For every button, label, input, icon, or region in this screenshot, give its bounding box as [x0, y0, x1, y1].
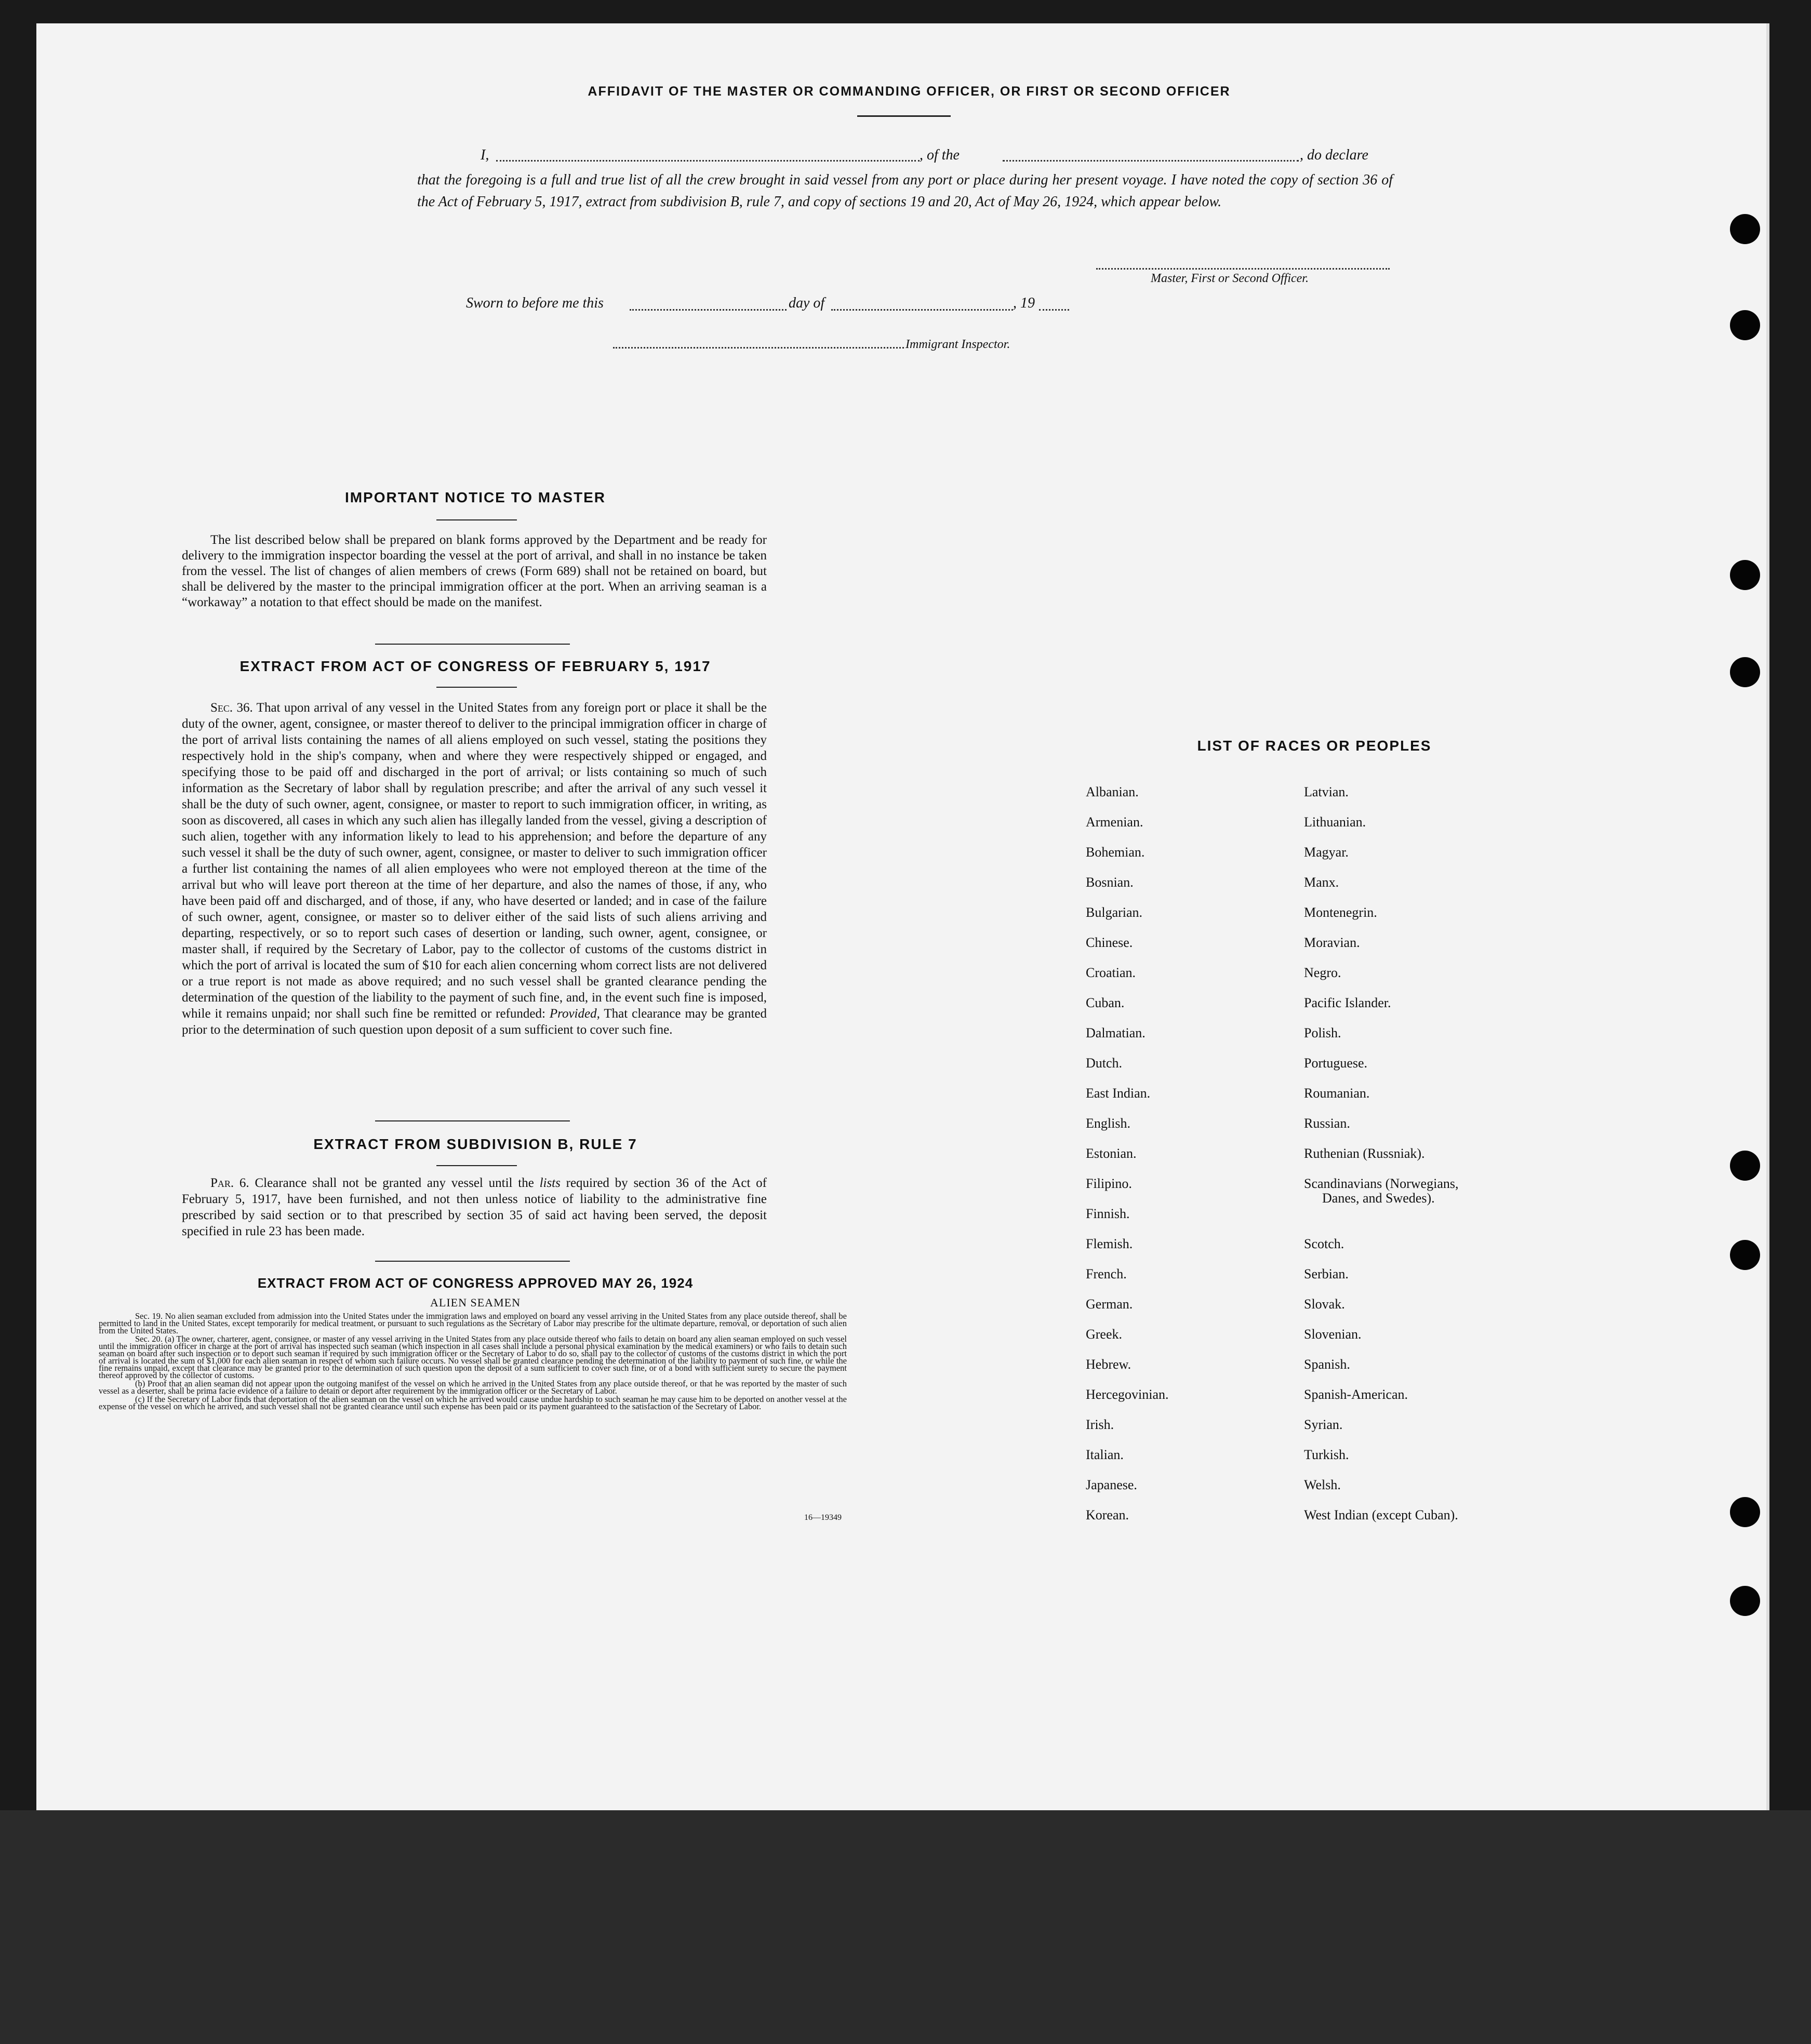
month-blank: [831, 309, 1013, 311]
race-item: Pacific Islander.: [1304, 995, 1391, 1010]
race-item: Croatian.: [1086, 965, 1136, 980]
section-divider: [375, 1261, 570, 1262]
race-item: Dalmatian.: [1086, 1025, 1146, 1040]
sec20c-text: (c) If the Secretary of Labor finds that deportation of the alien seaman on the vessel on which he arrived would cause undue hardship to such seaman he may cause him to be deported on another vessel at the expense of the vessel on which he arrived, and such vessel shall not be granted clearance until such expense has been paid or its payment guaranteed to the satisfaction of the Secretary of Labor.: [99, 1394, 847, 1411]
punch-hole: [1730, 1586, 1760, 1616]
year-text: , 19: [1013, 295, 1035, 311]
vessel-blank: [1003, 160, 1299, 162]
par6-label: Par. 6.: [210, 1176, 249, 1190]
section-divider: [375, 1120, 570, 1121]
provided-text: Provided,: [549, 1007, 600, 1021]
race-item: Armenian.: [1086, 814, 1143, 830]
race-item: Spanish.: [1304, 1357, 1350, 1372]
race-item: Scandinavians (Norwegians,: [1304, 1176, 1459, 1191]
rule7-rule: [436, 1165, 517, 1166]
race-item: Cuban.: [1086, 995, 1125, 1010]
race-item: Italian.: [1086, 1447, 1124, 1462]
notice-rule: [436, 519, 517, 520]
affidavit-of-the: , of the: [920, 147, 960, 163]
day-blank: [630, 309, 787, 311]
act1917-rule: [436, 687, 517, 688]
punch-hole: [1730, 657, 1760, 687]
name-blank: [496, 160, 920, 162]
race-item-continued: Danes, and Swedes).: [1322, 1191, 1435, 1206]
section-divider: [375, 644, 570, 645]
race-item: Japanese.: [1086, 1477, 1137, 1492]
sec36-text: That upon arrival of any vessel in the United States from any foreign port or place it shall be the duty of the owner, agent, consignee, or master thereof to deliver to the principal immigration officer in charge of the port of arrival lists containing the names of all aliens employed on such vessel, stating the positions they respectively hold in the ship's company, when and where they were respectively shipped or engaged, and specifying those to be paid off and discharged in the port of arrival; or lists containing so much of such information as the Secretary of labor shall by regulation prescribe; and after the arrival of any such vessel it shall be the duty of such owner, agent, consignee, or master to report to such immigration officer, in writing, as soon as discovered, all cases in which any such alien has illegally landed from the vessel, giving a description of such alien, together with any information likely to lead to his apprehension; and before the departure of any such vessel it shall be the duty of such owner, agent, consignee, or master to deliver to such immigration officer a further list containing the names of all alien employees who were not employed thereon at the time of the arrival but who will leave port thereon at the time of her departure, and also the names of those, if any, who have been paid off and discharged, and of those, if any, who have deserted or landed; and in case of the failure of such owner, agent, consignee, or master so to deliver either of the said lists of such aliens arriving and departing, respectively, or so to report such cases of desertion or landing, such owner, agent, consignee, or master shall, if required by the Secretary of Labor, pay to the collector of customs of the customs district in which the port of arrival is located the sum of $10 for each alien concerning whom correct lists are not delivered or a true report is not made as above required; and no such vessel shall be granted clearance pending the determination of the question of the liability to the payment of such fine, and, in the event such fine is imposed, while it remains unpaid; nor shall such fine be remitted or refunded:: [182, 701, 767, 1021]
sec36-end: That clearance may be granted prior to the determination of such question upon deposit of a sum sufficient to cover such fine.: [182, 1007, 767, 1037]
race-item: English.: [1086, 1116, 1130, 1131]
signature-label: Master, First or Second Officer.: [1151, 272, 1309, 285]
race-item: Spanish-American.: [1304, 1387, 1408, 1402]
affidavit-heading: AFFIDAVIT OF THE MASTER OR COMMANDING OFFICER, OR FIRST OR SECOND OFFICER: [588, 84, 1231, 99]
rule7-body: [182, 1175, 767, 1239]
race-item: Scotch.: [1304, 1236, 1344, 1251]
affidavit-declare: , do declare: [1300, 147, 1368, 163]
race-item: German.: [1086, 1297, 1133, 1312]
par6-text-b: required by section 36 of the Act of February 5, 1917, have been furnished, and not then unless notice of liability to the administrative fine prescribed by said section or to that prescribed by section 35 of said act having been served, the deposit specified in rule 23 has been made.: [182, 1176, 767, 1238]
sec19-text: Sec. 19. No alien seaman excluded from admission into the United States under the immigration laws and employed on board any vessel arriving in the United States from any place outside thereof, shall be permitted to land in the United States, except temporarily for medical treatment, or pursuant to such regulations as the Secretary of Labor may prescribe for the ultimate departure, removal, or deportation of such alien from the United States.: [99, 1311, 847, 1335]
race-item: Estonian.: [1086, 1146, 1137, 1161]
race-item: Polish.: [1304, 1025, 1341, 1040]
race-item: Dutch.: [1086, 1056, 1123, 1071]
race-item: Magyar.: [1304, 845, 1349, 860]
race-item: Roumanian.: [1304, 1086, 1370, 1101]
race-item: Korean.: [1086, 1507, 1129, 1522]
notice-body: The list described below shall be prepared on blank forms approved by the Department and be ready for delivery to the immigration inspector boarding the vessel at the port of arrival, and shall in no instance be taken from the vessel. The list of changes of alien members of crews (Form 689) shall not be retained on board, but shall be delivered by the master to the principal immigration officer at the port. When an arriving seaman is a “workaway” a notation to that effect should be made on the manifest.: [182, 533, 767, 609]
signature-line: [1096, 268, 1390, 270]
sec20a-text: Sec. 20. (a) The owner, charterer, agent, consignee, or master of any vessel arriving in the United States from any place outside thereof who fails to detain on board any alien seaman employed on such vessel until the immigration officer in charge at the port of arrival has inspected such seaman (which inspection in all cases shall include a personal physical examination by the medical examiners) or who fails to detain such seaman on board after such inspection or to deport such seaman if required by such immigration officer or the Secretary of Labor to do so, shall pay to the collector of customs of the customs district in which the port of arrival is located the sum of $1,000 for each alien seaman in respect of whom such failure occurs. No vessel shall be granted clearance pending the determination of the liability to payment of such fine, or while the fine remains unpaid, except that clearance may be granted prior to the determination of such question upon the deposit of a sum sufficient to cover such fine, or of a bond with sufficient surety to secure the payment thereof approved by the collector of customs.: [99, 1334, 847, 1380]
act1917-body: [182, 700, 767, 1038]
affidavit-i: I,: [481, 147, 489, 163]
form-number: 16—19349: [804, 1513, 842, 1522]
race-item: Lithuanian.: [1304, 814, 1366, 830]
notice-heading: IMPORTANT NOTICE TO MASTER: [344, 489, 606, 505]
race-item: French.: [1086, 1266, 1127, 1281]
race-item: Chinese.: [1086, 935, 1133, 950]
par6-text-a: Clearance shall not be granted any vessel until the: [255, 1176, 534, 1190]
race-item: Montenegrin.: [1304, 905, 1377, 920]
race-item: Greek.: [1086, 1327, 1123, 1342]
race-item: Welsh.: [1304, 1477, 1341, 1492]
race-item: Manx.: [1304, 875, 1339, 890]
rule7-heading: EXTRACT FROM SUBDIVISION B, RULE 7: [313, 1136, 637, 1152]
race-item: Bohemian.: [1086, 845, 1145, 860]
inspector-label: Immigrant Inspector.: [906, 338, 1010, 351]
punch-hole: [1730, 1151, 1760, 1181]
race-item: Bulgarian.: [1086, 905, 1143, 920]
sworn-text: Sworn to before me this: [466, 295, 604, 311]
par6-lists: lists: [539, 1176, 561, 1190]
race-item: Moravian.: [1304, 935, 1360, 950]
act1924-heading: EXTRACT FROM ACT OF CONGRESS APPROVED MAY 26, 1924: [257, 1275, 694, 1291]
race-item: West Indian (except Cuban).: [1304, 1507, 1458, 1522]
punch-hole: [1730, 1240, 1760, 1270]
race-item: Bosnian.: [1086, 875, 1134, 890]
race-item: Slovenian.: [1304, 1327, 1362, 1342]
race-item: Syrian.: [1304, 1417, 1343, 1432]
year-blank: [1039, 309, 1069, 311]
race-item: Negro.: [1304, 965, 1341, 980]
race-item: Ruthenian (Russniak).: [1304, 1146, 1425, 1161]
race-item: Russian.: [1304, 1116, 1350, 1131]
act1924-subheading: ALIEN SEAMEN: [430, 1296, 521, 1309]
race-item: Flemish.: [1086, 1236, 1133, 1251]
race-item: Irish.: [1086, 1417, 1114, 1432]
race-item: Hebrew.: [1086, 1357, 1131, 1372]
race-item: East Indian.: [1086, 1086, 1151, 1101]
race-item: Turkish.: [1304, 1447, 1349, 1462]
sec20b-text: (b) Proof that an alien seaman did not appear upon the outgoing manifest of the vessel on which he arrived in the United States from any place outside thereof, or that he was reported by the master of such vessel as a deserter, shall be prima facie evidence of a failure to detain or deport after requirement by the immigration officer or the Secretary of Labor.: [99, 1379, 847, 1396]
race-item: Serbian.: [1304, 1266, 1349, 1281]
race-item: Hercegovinian.: [1086, 1387, 1169, 1402]
race-item: Finnish.: [1086, 1206, 1130, 1221]
race-item: Albanian.: [1086, 784, 1139, 799]
race-item: Filipino.: [1086, 1176, 1132, 1191]
scan-border: [0, 1810, 1811, 2044]
affidavit-body: that the foregoing is a full and true list of all the crew brought in said vessel from any port or place during her present voyage. I have noted the copy of section 36 of the Act of February 5, 1917, extract from subdivision B, rule 7, and copy of sections 19 and 20, Act of May 26, 1924, which appear below.: [417, 172, 1393, 210]
inspector-line: [613, 347, 904, 349]
sec36-label: Sec. 36.: [210, 701, 253, 715]
day-of-text: day of: [789, 295, 825, 311]
punch-hole: [1730, 214, 1760, 244]
race-item: Latvian.: [1304, 784, 1349, 799]
heading-rule: [857, 115, 951, 117]
race-item: Slovak.: [1304, 1297, 1345, 1312]
races-heading: LIST OF RACES OR PEOPLES: [1197, 738, 1432, 754]
punch-hole: [1730, 560, 1760, 590]
punch-hole: [1730, 1497, 1760, 1527]
act1917-heading: EXTRACT FROM ACT OF CONGRESS OF FEBRUARY 5, 1917: [239, 658, 711, 674]
punch-hole: [1730, 310, 1760, 340]
race-item: Portuguese.: [1304, 1056, 1368, 1071]
act1924-body: [99, 1313, 847, 1411]
